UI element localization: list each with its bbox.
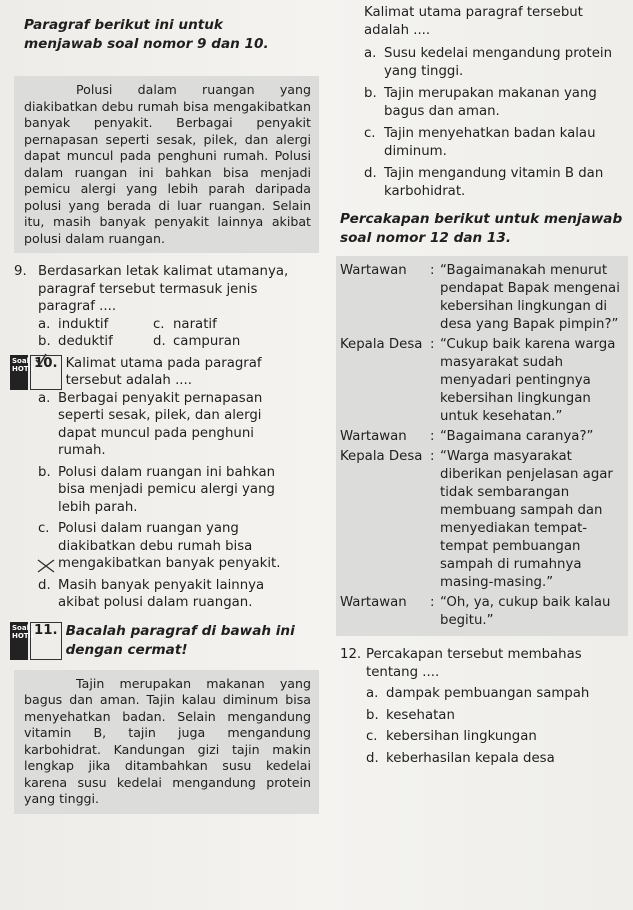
option-b[interactable]: [38, 333, 153, 351]
left-column: [14, 10, 319, 814]
utterance: “Bagaimanakah menurut pendapat Bapak mengenai kebersihan lingkungan di desa yang Bapak pimpin?”: [440, 263, 620, 332]
colon: :: [430, 429, 435, 444]
passage-intro: Paragraf berikut ini untuk menjawab soal nomor 9 dan 10.: [24, 17, 269, 52]
option-text: kebersihan lingkungan: [386, 729, 537, 744]
option-text: Susu kedelai mengandung protein yang tinggi.: [384, 46, 613, 79]
question-number: 11.: [30, 622, 62, 660]
question-text: Bacalah paragraf di bawah ini dengan cermat!: [65, 622, 295, 658]
option-b[interactable]: [38, 464, 298, 517]
option-text: Masih banyak penyakit lainnya akibat polusi dalam ruangan.: [58, 577, 265, 610]
dialog-intro: Percakapan berikut untuk menjawab soal nomor 12 dan 13.: [340, 211, 623, 246]
option-c[interactable]: [38, 520, 298, 573]
option-letter: b.: [366, 707, 379, 723]
options-row: [38, 333, 319, 351]
dialog-line: [340, 428, 620, 446]
option-text: induktif: [58, 316, 109, 332]
option-d[interactable]: [153, 333, 268, 351]
options-list: [366, 685, 628, 767]
option-c[interactable]: [366, 728, 628, 746]
option-b[interactable]: [364, 85, 628, 120]
option-text: Tajin menyehatkan badan kalau diminum.: [384, 126, 596, 159]
options-list: [38, 390, 298, 612]
passage-1-text: Polusi dalam ruangan yang diakibatkan debu rumah bisa mengakibatkan banyak penyakit. Berbagai penyakit pernapasan seperti sesak, pilek, dan alergi dapat muncul pada penghuni rumah. Polusi dalam ruangan ini bahkan bisa menjadi pemicu alergi yang lebih parah daripada polusi yang berada di luar ruangan. Selain itu, masih banyak penyakit lainnya akibat polusi dalam ruangan.: [24, 82, 311, 246]
question-12: [340, 646, 628, 767]
option-letter: c.: [364, 126, 376, 141]
option-text: Berbagai penyakit pernapasan seperti sesak, pilek, dan alergi dapat muncul pada penghuni rumah.: [58, 390, 263, 458]
option-letter: a.: [366, 686, 379, 701]
option-letter: b.: [38, 334, 51, 349]
option-a[interactable]: [366, 685, 628, 703]
speaker: Kepala Desa: [340, 337, 423, 352]
option-a[interactable]: [38, 390, 298, 460]
colon: :: [430, 263, 435, 278]
option-text: Tajin merupakan makanan yang bagus dan aman.: [384, 86, 597, 119]
question-9: [14, 263, 319, 351]
question-number: 9.: [14, 264, 27, 279]
option-letter: c.: [153, 316, 165, 332]
option-text: Tajin mengandung vitamin B dan karbohidrat.: [384, 166, 604, 199]
option-text: deduktif: [58, 334, 113, 349]
option-letter: c.: [38, 521, 50, 536]
question-text: Percakapan tersebut membahas tentang ....: [366, 647, 582, 680]
option-text: campuran: [173, 334, 241, 349]
passage-2-text: Tajin merupakan makanan yang bagus dan aman. Tajin kalau diminum bisa menyehatkan badan. Selain mengandung vitamin B, tajin juga mengandung karbohidrat. Kandungan gizi tajin makin lengkap jika ditambahkan susu kedelai karena susu kedelai mengandung protein yang tinggi.: [24, 675, 311, 806]
reading-passage-1: [14, 76, 319, 253]
option-a[interactable]: [38, 316, 153, 334]
question-11: [14, 622, 319, 660]
dialog-line: [340, 594, 620, 630]
option-letter: a.: [38, 390, 51, 406]
option-d[interactable]: [38, 577, 298, 612]
option-text: kesehatan: [386, 707, 455, 723]
speaker: Wartawan: [340, 595, 407, 610]
options-row: [38, 316, 319, 334]
pencil-check-mark-b: [34, 352, 48, 366]
colon: :: [430, 595, 435, 610]
speaker: Kepala Desa: [340, 449, 423, 464]
utterance: “Warga masyarakat diberikan penjelasan agar tidak sembarangan membuang sampah dan menyediakan tempat-tempat pembuangan sampah di rumahnya masing-masing.”: [440, 449, 613, 590]
option-c[interactable]: [364, 125, 628, 160]
utterance: “Cukup baik karena warga masyarakat sudah menyadari pentingnya kebersihan lingkungan untuk kesehatan.”: [440, 337, 616, 424]
option-letter: b.: [364, 86, 377, 101]
question-text: Berdasarkan letak kalimat utamanya, paragraf tersebut termasuk jenis paragraf ....: [38, 264, 289, 314]
question-11-continuation: Kalimat utama paragraf tersebut adalah ....: [364, 5, 583, 38]
reading-passage-2: [14, 670, 319, 814]
utterance: “Oh, ya, cukup baik kalau begitu.”: [440, 595, 611, 628]
options-list: [364, 45, 628, 200]
hots-badge: Soal HOTS: [10, 622, 28, 660]
dialog-line: [340, 336, 620, 426]
option-text: keberhasilan kepala desa: [386, 750, 555, 766]
option-text: dampak pembuangan sampah: [386, 686, 590, 701]
right-column: [340, 4, 628, 767]
option-letter: d.: [364, 166, 377, 181]
dialog-line: [340, 262, 620, 334]
question-text: Kalimat utama pada paragraf tersebut adalah ....: [65, 355, 262, 388]
option-c[interactable]: [153, 316, 268, 334]
option-letter: a.: [38, 316, 51, 332]
option-letter: b.: [38, 464, 51, 480]
speaker: Wartawan: [340, 429, 407, 444]
option-a[interactable]: [364, 45, 628, 80]
option-d[interactable]: [366, 750, 628, 768]
utterance: “Bagaimana caranya?”: [440, 429, 594, 444]
speaker: Wartawan: [340, 263, 407, 278]
option-b[interactable]: [366, 707, 628, 725]
option-d[interactable]: [364, 165, 628, 200]
question-number: 10.: [30, 355, 62, 390]
option-letter: d.: [366, 750, 379, 766]
option-letter: c.: [366, 729, 378, 744]
pencil-cross-mark-c: [36, 558, 56, 574]
option-letter: d.: [38, 577, 51, 593]
option-letter: d.: [153, 334, 166, 349]
question-10: [14, 355, 319, 612]
option-text: naratif: [173, 316, 217, 332]
option-text: Polusi dalam ruangan yang diakibatkan debu rumah bisa mengakibatkan banyak penyakit.: [58, 521, 281, 571]
hots-badge: Soal HOTS: [10, 355, 28, 390]
question-number: 12.: [340, 647, 362, 662]
dialog-line: [340, 448, 620, 592]
option-text: Polusi dalam ruangan ini bahkan bisa menjadi pemicu alergi yang lebih parah.: [58, 464, 276, 515]
colon: :: [430, 337, 435, 352]
option-letter: a.: [364, 46, 377, 61]
dialog-box: [336, 256, 628, 636]
colon: :: [430, 449, 435, 464]
